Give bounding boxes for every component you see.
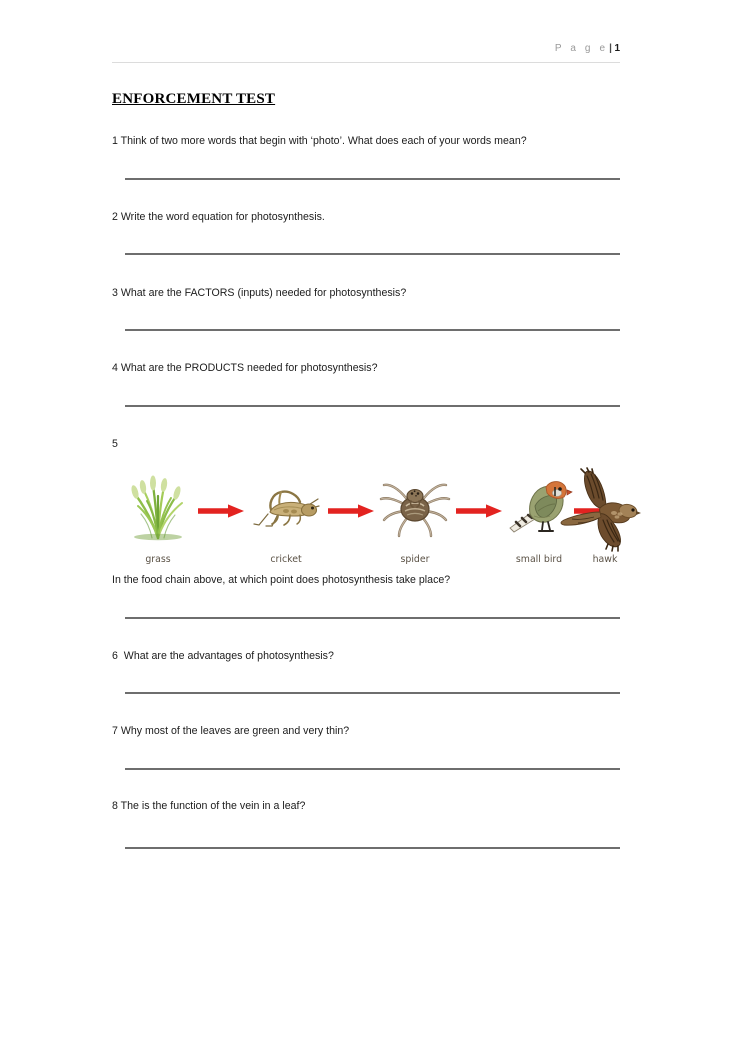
page-header xyxy=(112,42,620,64)
food-chain-label-spider: spider xyxy=(400,554,430,565)
cricket-illustration xyxy=(248,468,324,540)
question-5: 5 xyxy=(112,438,118,450)
header-divider xyxy=(112,62,620,63)
question-7: 7 Why most of the leaves are green and very thin? xyxy=(112,725,350,737)
food-chain-arrow-1 xyxy=(198,504,244,518)
question-5-followup: In the food chain above, at which point does photosynthesis take place? xyxy=(112,574,451,586)
answer-line-2[interactable] xyxy=(125,253,620,255)
answer-line-7[interactable] xyxy=(125,768,620,770)
hawk-illustration xyxy=(556,468,654,554)
answer-line-6[interactable] xyxy=(125,692,620,694)
food-chain-label-cricket: cricket xyxy=(270,554,302,565)
food-chain-label-small-bird: small bird xyxy=(515,554,563,565)
answer-line-1[interactable] xyxy=(125,178,620,180)
question-6: 6 What are the advantages of photosynthesis? xyxy=(112,650,334,662)
food-chain-item-hawk xyxy=(556,468,654,568)
question-1: 1 Think of two more words that begin with ‘photo’. What does each of your words mean? xyxy=(112,135,527,147)
food-chain-item-grass xyxy=(122,468,194,568)
question-4: 4 What are the PRODUCTS needed for photosynthesis? xyxy=(112,362,378,374)
grass-illustration xyxy=(122,468,194,540)
page-title: ENFORCEMENT TEST xyxy=(112,91,276,107)
answer-line-3[interactable] xyxy=(125,329,620,331)
page-label: P a g e xyxy=(554,43,609,54)
question-2: 2 Write the word equation for photosynthesis. xyxy=(112,211,325,223)
food-chain-label-grass: grass xyxy=(145,554,171,565)
food-chain-arrow-2 xyxy=(328,504,374,518)
answer-line-8[interactable] xyxy=(125,847,620,849)
food-chain-diagram xyxy=(122,468,620,568)
food-chain-arrow-3 xyxy=(456,504,502,518)
spider-illustration xyxy=(378,468,452,540)
page-separator: | xyxy=(609,43,613,54)
page-number-value: 1 xyxy=(614,43,620,54)
food-chain-label-hawk: hawk xyxy=(592,554,618,565)
answer-line-4[interactable] xyxy=(125,405,620,407)
food-chain-item-spider xyxy=(378,468,452,568)
page-number-indicator xyxy=(555,42,620,56)
food-chain-item-cricket xyxy=(248,468,324,568)
answer-line-5[interactable] xyxy=(125,617,620,619)
question-8: 8 The is the function of the vein in a leaf? xyxy=(112,800,306,812)
question-3: 3 What are the FACTORS (inputs) needed for photosynthesis? xyxy=(112,287,407,299)
